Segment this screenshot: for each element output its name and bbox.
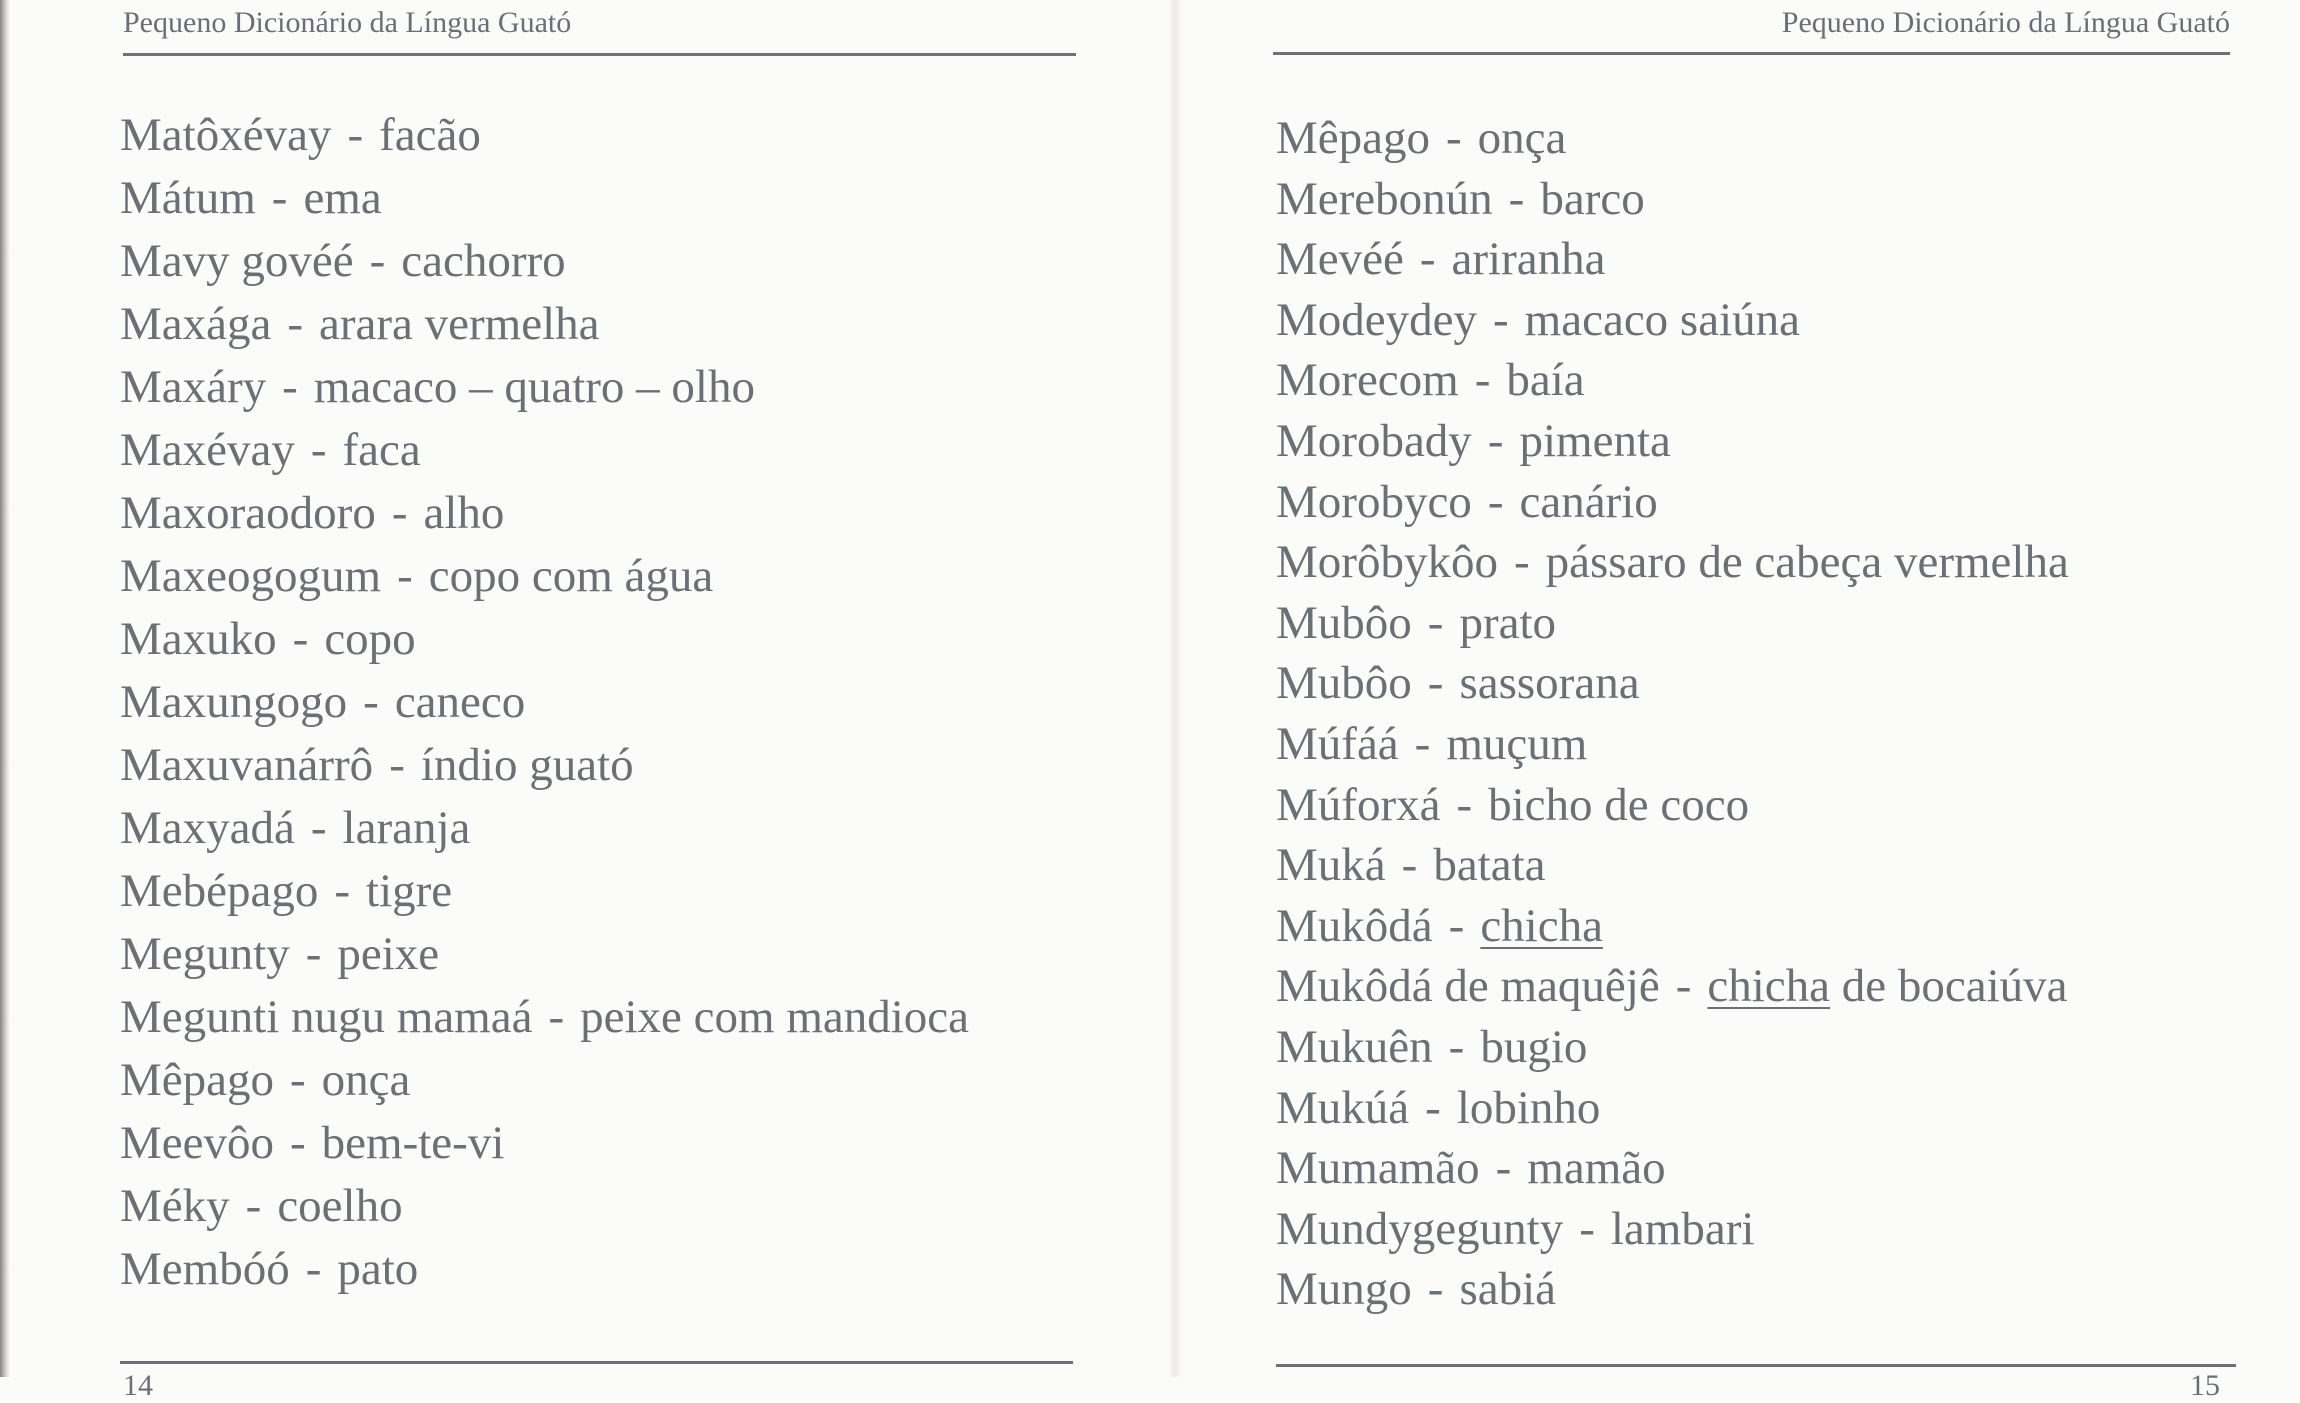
header-rule-left bbox=[123, 53, 1076, 56]
header-rule-right bbox=[1273, 52, 2230, 55]
entry-term: Maxoraodoro bbox=[120, 487, 376, 539]
entry-meaning: coelho bbox=[277, 1180, 403, 1232]
entry-term: Múfáá bbox=[1276, 717, 1399, 770]
entry-meaning: bicho de coco bbox=[1488, 778, 1750, 831]
dictionary-entry bbox=[1276, 411, 2069, 472]
entry-term: Matôxévay bbox=[120, 109, 332, 161]
entry-separator: - bbox=[1487, 414, 1504, 467]
entry-term: Megunti nugu mamaá bbox=[120, 991, 533, 1043]
entry-separator: - bbox=[1448, 1020, 1465, 1073]
entry-meaning: bugio bbox=[1480, 1020, 1588, 1073]
entry-separator: - bbox=[1493, 293, 1509, 346]
entry-meaning: sassorana bbox=[1459, 657, 1640, 710]
page-number-left: 14 bbox=[123, 1369, 153, 1402]
dictionary-entry bbox=[120, 419, 969, 482]
entry-separator: - bbox=[1508, 172, 1525, 225]
entry-meaning: batata bbox=[1433, 839, 1546, 892]
entry-meaning: arara vermelha bbox=[319, 298, 600, 350]
entry-separator: - bbox=[292, 613, 309, 665]
entry-separator: - bbox=[1513, 536, 1530, 589]
entry-term: Maxeogogum bbox=[120, 550, 382, 602]
dictionary-entry bbox=[120, 167, 969, 230]
entry-term: Múforxá bbox=[1276, 778, 1441, 831]
entry-meaning: lobinho bbox=[1456, 1081, 1601, 1134]
entry-meaning: muçum bbox=[1446, 717, 1588, 770]
entry-separator: - bbox=[1414, 717, 1431, 770]
dictionary-entry bbox=[1276, 532, 2069, 593]
entry-separator: - bbox=[334, 865, 351, 917]
running-head-right: Pequeno Dicionário da Língua Guató bbox=[1781, 6, 2230, 39]
entry-separator: - bbox=[290, 1054, 306, 1106]
entry-separator: - bbox=[1427, 657, 1444, 710]
entry-separator: - bbox=[397, 550, 413, 602]
entry-separator: - bbox=[1446, 112, 1462, 164]
entry-term: Mukôdá de maquêjê bbox=[1276, 960, 1660, 1013]
dictionary-entry bbox=[120, 1175, 969, 1238]
dictionary-entry bbox=[1276, 1259, 2069, 1320]
dictionary-entry bbox=[1276, 1078, 2069, 1139]
entry-meaning: barco bbox=[1540, 172, 1645, 225]
entry-meaning: canário bbox=[1519, 475, 1658, 528]
entry-term: Maxungogo bbox=[120, 676, 348, 728]
entry-term: Mukúá bbox=[1276, 1081, 1410, 1134]
entry-separator: - bbox=[290, 1117, 306, 1169]
dictionary-entry bbox=[1276, 169, 2069, 230]
entry-separator: - bbox=[1401, 839, 1418, 892]
entry-meaning: copo com água bbox=[428, 550, 714, 602]
entry-meaning: lambari bbox=[1610, 1202, 1755, 1255]
entry-term: Morecom bbox=[1276, 354, 1459, 407]
dictionary-entry bbox=[120, 293, 969, 356]
entry-meaning: alho bbox=[423, 487, 505, 539]
entry-separator: - bbox=[1427, 1263, 1444, 1316]
entry-meaning: pássaro de cabeça vermelha bbox=[1545, 536, 2069, 589]
dictionary-entry bbox=[1276, 1138, 2069, 1199]
entry-separator: - bbox=[310, 424, 327, 476]
entry-separator: - bbox=[1427, 596, 1444, 649]
entry-meaning: macaco saiúna bbox=[1524, 293, 1800, 346]
entry-meaning: sabiá bbox=[1459, 1263, 1557, 1316]
entry-separator: - bbox=[363, 676, 379, 728]
dictionary-entry bbox=[120, 671, 969, 734]
entry-term: Membóó bbox=[120, 1243, 290, 1295]
entry-meaning: baía bbox=[1506, 354, 1585, 407]
entry-term: Mukôdá bbox=[1276, 899, 1433, 952]
entry-separator: - bbox=[369, 235, 386, 287]
right-page bbox=[1160, 0, 2300, 1402]
entry-term: Maxuvanárrô bbox=[120, 739, 374, 791]
entry-separator: - bbox=[347, 109, 364, 161]
entry-meaning: faca bbox=[342, 424, 421, 476]
entry-separator: - bbox=[1456, 778, 1473, 831]
entry-meaning: bem-te-vi bbox=[321, 1117, 505, 1169]
dictionary-entry bbox=[120, 1112, 969, 1175]
dictionary-entry bbox=[1276, 956, 2069, 1017]
entry-separator: - bbox=[287, 298, 304, 350]
entry-meaning: facão bbox=[379, 109, 481, 161]
dictionary-entry bbox=[1276, 714, 2069, 775]
entry-meaning: de bocaiúva bbox=[1841, 960, 2068, 1013]
entry-term: Mumamão bbox=[1276, 1142, 1480, 1195]
dictionary-entry bbox=[120, 356, 969, 419]
entry-list-left bbox=[120, 104, 969, 1301]
entry-term: Maxága bbox=[120, 298, 272, 350]
footer-rule-right bbox=[1276, 1364, 2236, 1367]
entry-term: Mátum bbox=[120, 172, 256, 224]
entry-list-right bbox=[1276, 108, 2069, 1320]
dictionary-entry bbox=[1276, 835, 2069, 896]
dictionary-entry bbox=[1276, 229, 2069, 290]
entry-meaning: cachorro bbox=[401, 235, 566, 287]
entry-term: Mevéé bbox=[1276, 233, 1404, 286]
entry-separator: - bbox=[1419, 233, 1436, 286]
entry-term: Muká bbox=[1276, 839, 1386, 892]
dictionary-entry bbox=[120, 1238, 969, 1301]
dictionary-entry bbox=[120, 734, 969, 797]
entry-term: Mavy govéé bbox=[120, 235, 354, 287]
entry-separator: - bbox=[1579, 1202, 1595, 1255]
entry-meaning: pimenta bbox=[1519, 414, 1671, 467]
dictionary-entry bbox=[120, 608, 969, 671]
entry-meaning: chicha bbox=[1480, 899, 1603, 952]
entry-meaning: ariranha bbox=[1451, 233, 1606, 286]
dictionary-entry bbox=[1276, 108, 2069, 169]
entry-separator: - bbox=[271, 172, 288, 224]
dictionary-entry bbox=[1276, 350, 2069, 411]
entry-separator: - bbox=[282, 361, 298, 413]
entry-term: Mubôo bbox=[1276, 596, 1412, 649]
dictionary-entry bbox=[120, 545, 969, 608]
entry-term: Mukuên bbox=[1276, 1020, 1433, 1073]
dictionary-entry bbox=[120, 986, 969, 1049]
entry-term: Méky bbox=[120, 1180, 230, 1232]
entry-term: Megunty bbox=[120, 928, 290, 980]
entry-separator: - bbox=[305, 928, 322, 980]
entry-meaning: mamão bbox=[1527, 1142, 1666, 1195]
entry-meaning: pato bbox=[337, 1243, 419, 1295]
dictionary-entry bbox=[1276, 290, 2069, 351]
entry-separator: - bbox=[548, 991, 565, 1043]
entry-term: Morobyco bbox=[1276, 475, 1472, 528]
entry-separator: - bbox=[391, 487, 408, 539]
entry-meaning: macaco – quatro – olho bbox=[313, 361, 755, 413]
entry-meaning: laranja bbox=[342, 802, 471, 854]
entry-separator: - bbox=[1495, 1142, 1512, 1195]
dictionary-entry bbox=[120, 482, 969, 545]
entry-meaning: peixe bbox=[337, 928, 440, 980]
entry-term: Mêpago bbox=[120, 1054, 275, 1106]
entry-meaning: onça bbox=[321, 1054, 411, 1106]
footer-rule-left bbox=[120, 1361, 1073, 1364]
entry-term: Maxuko bbox=[120, 613, 277, 665]
entry-meaning: tigre bbox=[366, 865, 453, 917]
dictionary-entry bbox=[120, 1049, 969, 1112]
entry-term: Maxáry bbox=[120, 361, 267, 413]
entry-separator: - bbox=[1474, 354, 1491, 407]
dictionary-entry bbox=[1276, 653, 2069, 714]
dictionary-entry bbox=[1276, 593, 2069, 654]
entry-term: Merebonún bbox=[1276, 172, 1493, 225]
dictionary-entry bbox=[1276, 1199, 2069, 1260]
entry-separator: - bbox=[310, 802, 327, 854]
running-head-left: Pequeno Dicionário da Língua Guató bbox=[123, 6, 572, 39]
entry-term: Modeydey bbox=[1276, 293, 1478, 346]
entry-separator: - bbox=[1487, 475, 1504, 528]
entry-term: Mungo bbox=[1276, 1263, 1412, 1316]
entry-term: Mundygegunty bbox=[1276, 1202, 1564, 1255]
entry-meaning: peixe com mandioca bbox=[580, 991, 970, 1043]
entry-separator: - bbox=[1675, 960, 1692, 1013]
dictionary-entry bbox=[120, 230, 969, 293]
dictionary-entry bbox=[120, 860, 969, 923]
entry-meaning: prato bbox=[1459, 596, 1557, 649]
entry-term: Meevôo bbox=[120, 1117, 275, 1169]
entry-separator: - bbox=[305, 1243, 322, 1295]
entry-separator: - bbox=[245, 1180, 262, 1232]
entry-meaning: caneco bbox=[394, 676, 526, 728]
dictionary-entry bbox=[1276, 1017, 2069, 1078]
dictionary-entry bbox=[120, 797, 969, 860]
dictionary-entry bbox=[1276, 472, 2069, 533]
entry-term: Mebépago bbox=[120, 865, 319, 917]
entry-separator: - bbox=[1425, 1081, 1441, 1134]
dictionary-entry bbox=[120, 104, 969, 167]
entry-meaning-underlined: chicha bbox=[1707, 960, 1831, 1013]
entry-separator: - bbox=[1448, 899, 1465, 952]
entry-term: Mubôo bbox=[1276, 657, 1412, 710]
entry-term: Morobady bbox=[1276, 414, 1472, 467]
entry-separator: - bbox=[389, 739, 405, 791]
entry-meaning: ema bbox=[303, 172, 382, 224]
entry-meaning: índio guató bbox=[420, 739, 634, 791]
entry-term: Morôbykôo bbox=[1276, 536, 1498, 589]
page-number-right: 15 bbox=[2190, 1369, 2220, 1402]
dictionary-entry bbox=[1276, 896, 2069, 957]
entry-meaning: onça bbox=[1477, 112, 1567, 164]
entry-term: Maxévay bbox=[120, 424, 295, 476]
entry-term: Mêpago bbox=[1276, 112, 1431, 164]
dictionary-entry bbox=[1276, 775, 2069, 836]
entry-meaning: copo bbox=[324, 613, 416, 665]
entry-term: Maxyadá bbox=[120, 802, 295, 854]
dictionary-entry bbox=[120, 923, 969, 986]
